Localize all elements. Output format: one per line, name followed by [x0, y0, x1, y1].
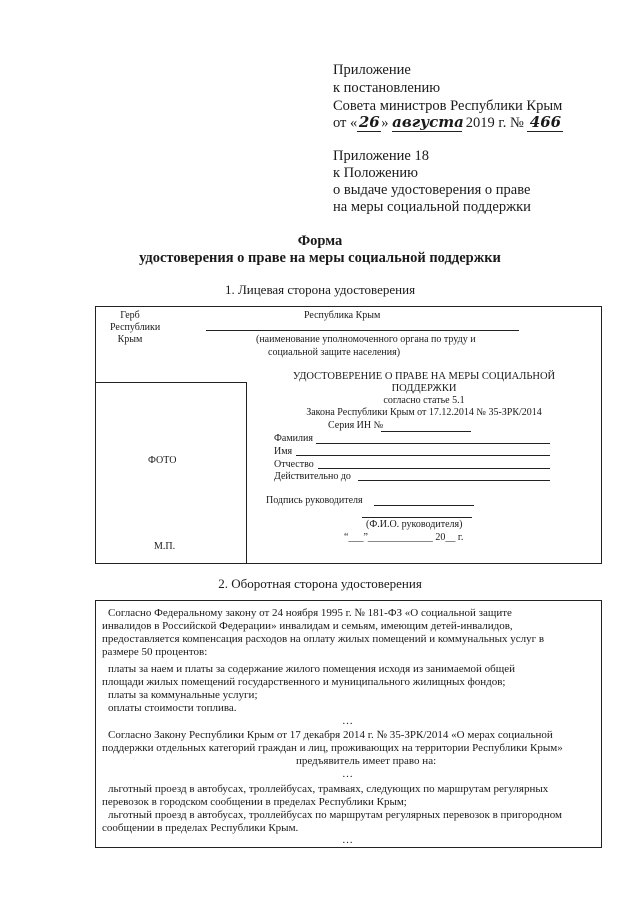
signature-field	[374, 505, 474, 506]
photo-box	[96, 382, 247, 563]
authority-note-1: (наименование уполномоченного органа по труду и	[256, 334, 476, 345]
back-p2-line2: площади жилых помещений государственного и муниципального жилищных фондов;	[102, 676, 506, 688]
back-ellipsis-3: …	[342, 834, 353, 846]
patronymic-field	[318, 468, 550, 469]
series-label: Серия ИН №	[328, 420, 384, 431]
section-1-heading: 1. Лицевая сторона удостоверения	[224, 282, 416, 297]
name-label: Имя	[274, 446, 293, 457]
back-p6-line2: перевозок в городском сообщении в пределах Республики Крым;	[102, 796, 407, 808]
valid-until-label: Действительно до	[274, 471, 351, 482]
back-p1-line1: Согласно Федеральному закону от 24 ноября 1995 г. № 181-ФЗ «О социальной защите	[108, 607, 512, 619]
regulation-line-2: на меры социальной поддержки	[333, 199, 531, 215]
surname-field	[316, 443, 550, 444]
regulation-line-1: о выдаче удостоверения о праве	[333, 182, 531, 198]
back-p5-line3: предъявитель имеет право на:	[296, 755, 437, 767]
authority-line	[206, 330, 519, 331]
article-ref: согласно статье 5.1	[383, 395, 465, 406]
head-name-label: (Ф.И.О. руководителя)	[366, 519, 463, 530]
form-subtitle: удостоверения о праве на меры социальной поддержки	[139, 250, 501, 266]
issue-date-line: “___”_____________ 20__ г.	[344, 532, 464, 543]
back-p6-line1: льготный проезд в автобусах, троллейбусах, трамваях, следующих по маршрутам регулярных	[108, 783, 549, 795]
back-p1-line4: размере 50 процентов:	[102, 646, 208, 658]
coat-of-arms-label: Герб Республики Крым	[110, 310, 161, 345]
to-resolution: к постановлению	[333, 80, 441, 96]
back-p5-line1: Согласно Закону Республики Крым от 17 декабря 2014 г. № 35-ЗРК/2014 «О мерах социальной	[108, 729, 553, 741]
appendix-18: Приложение 18	[333, 148, 429, 164]
back-ellipsis-2: …	[342, 768, 353, 780]
certificate-back	[95, 600, 602, 848]
back-p5-line2: поддержки отдельных категорий граждан и лиц, проживающих на территории Республики Крым»	[102, 742, 563, 754]
back-p4: оплаты стоимости топлива.	[108, 702, 237, 714]
handwritten-month: августа	[392, 113, 464, 131]
year-number: 2019 г. №	[465, 115, 524, 131]
head-name-field	[362, 517, 472, 518]
valid-until-field	[358, 480, 550, 481]
handwritten-day: 26	[358, 113, 380, 131]
certificate-front	[95, 306, 602, 564]
handwritten-number: 466	[527, 114, 563, 132]
surname-label: Фамилия	[274, 433, 313, 444]
photo-label: ФОТО	[148, 455, 177, 466]
signature-label: Подпись руководителя	[266, 495, 363, 506]
back-p7-line2: сообщении в пределах Республики Крым.	[102, 822, 299, 834]
republic-label: Республика Крым	[304, 310, 381, 321]
section-2-heading: 2. Оборотная сторона удостоверения	[218, 576, 422, 591]
law-ref: Закона Республики Крым от 17.12.2014 № 35-ЗРК/2014	[306, 407, 542, 418]
back-p1-line3: предоставляется компенсация расходов на оплату жилых помещений и коммунальных услуг в	[102, 633, 545, 645]
back-p2-line1: платы за наем и платы за содержание жилого помещения исходя из занимаемой общей	[108, 663, 516, 675]
date-prefix: от «	[333, 115, 358, 131]
patronymic-label: Отчество	[274, 459, 314, 470]
council-name: Совета министров Республики Крым	[333, 98, 563, 114]
back-p1-line2: инвалидов в Российской Федерации» инвалидам и семьям, имеющим детей-инвалидов,	[102, 620, 513, 632]
authority-note-2: социальной защите населения)	[268, 347, 401, 358]
form-title: Форма	[297, 233, 343, 249]
to-regulation: к Положению	[333, 165, 418, 181]
series-field	[381, 431, 471, 432]
name-field	[296, 455, 550, 456]
appendix-label: Приложение	[333, 62, 411, 78]
seal-label: М.П.	[154, 541, 176, 552]
date-mid: »	[381, 115, 389, 131]
resolution-date-line	[333, 114, 563, 132]
back-p7-line1: льготный проезд в автобусах, троллейбусах по маршрутам регулярных перевозок в пригородном	[108, 809, 562, 821]
certificate-title: УДОСТОВЕРЕНИЕ О ПРАВЕ НА МЕРЫ СОЦИАЛЬНОЙ ПОДДЕРЖКИ	[292, 371, 556, 394]
back-p3: платы за коммунальные услуги;	[108, 689, 258, 701]
back-ellipsis-1: …	[342, 715, 353, 727]
